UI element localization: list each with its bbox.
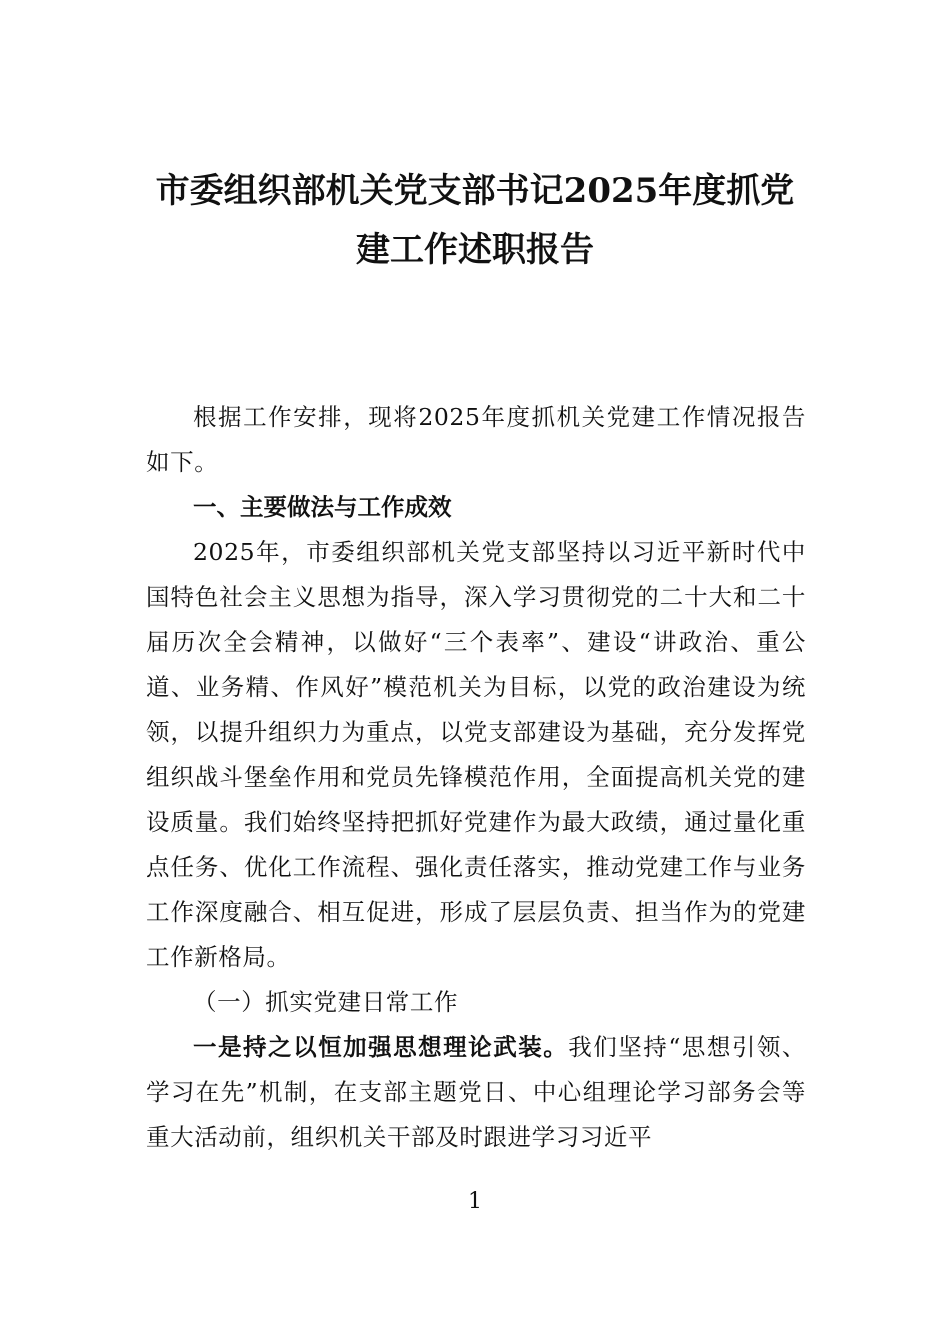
section-heading-1: 一、主要做法与工作成效 — [193, 493, 452, 521]
page-number: 1 — [468, 1189, 482, 1214]
title-line-2: 建工作述职报告 — [356, 230, 594, 270]
subsection-heading-1: （一）抓实党建日常工作 — [193, 988, 459, 1016]
point-1-paragraph — [146, 1025, 806, 1160]
document-title — [120, 162, 830, 280]
intro-paragraph: 根据工作安排，现将2025年度抓机关党建工作情况报告如下。 — [146, 403, 806, 476]
point-1-lead: 一是持之以恒加强思想理论武装。 — [193, 1033, 569, 1061]
title-line-1: 市委组织部机关党支部书记2025年度抓党 — [155, 171, 795, 211]
document-body — [146, 395, 806, 1160]
point-1-text: 我们坚持“思想引领、学习在先”机制，在支部主题党日、中心组理论学习部务会等重大活动前，组织机关干部及时跟进学习习近平 — [146, 1033, 807, 1151]
section-1-paragraph: 2025年，市委组织部机关党支部坚持以习近平新时代中国特色社会主义思想为指导，深入学习贯彻党的二十大和二十届历次全会精神，以做好“三个表率”、建设“讲政治、重公道、业务精、作风好”模范机关为目标，以党的政治建设为统领，以提升组织力为重点，以党支部建设为基础，充分发挥党组织战斗堡垒作用和党员先锋模范作用，全面提高机关党的建设质量。我们始终坚持把抓好党建作为最大政绩，通过量化重点任务、优化工作流程、强化责任落实，推动党建工作与业务工作深度融合、相互促进，形成了层层负责、担当作为的党建工作新格局。 — [146, 538, 806, 971]
